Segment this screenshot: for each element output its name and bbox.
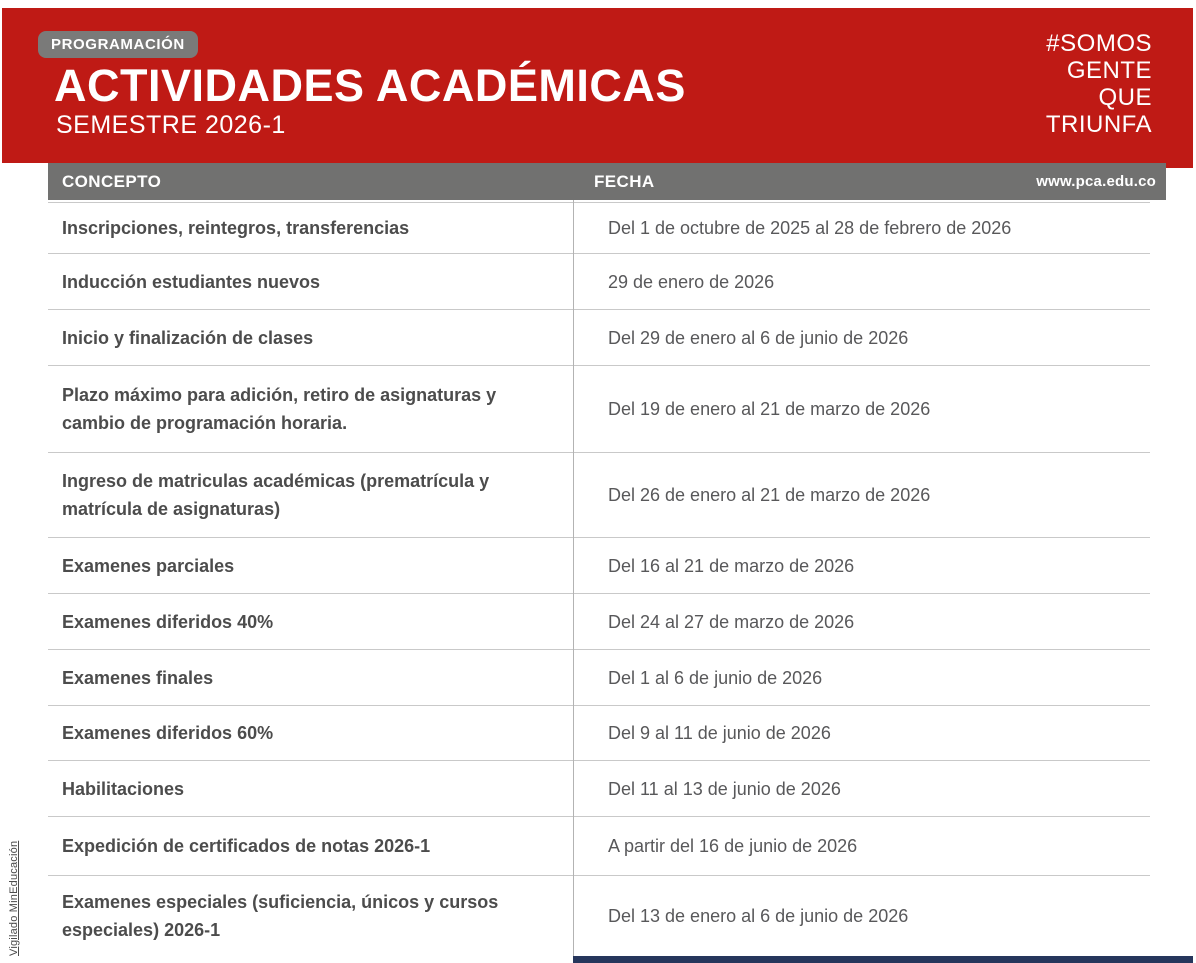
website-link: www.pca.edu.co xyxy=(1036,173,1156,190)
concept-cell: Examenes especiales (suficiencia, únicos y cursos especiales) 2026-1 xyxy=(62,892,499,940)
table-row xyxy=(48,876,1150,956)
concept-cell: Habilitaciones xyxy=(62,778,185,799)
fecha-cell: Del 24 al 27 de marzo de 2026 xyxy=(608,611,855,632)
table-row xyxy=(48,817,1150,876)
fecha-cell: Del 16 al 21 de marzo de 2026 xyxy=(608,555,855,576)
vigilado-watermark: Vigilado MinEducación xyxy=(8,840,20,956)
table-row xyxy=(48,650,1150,706)
page-title: ACTIVIDADES ACADÉMICAS xyxy=(54,60,686,111)
table-row xyxy=(48,538,1150,594)
concept-cell: Examenes parciales xyxy=(62,555,235,576)
semester-subtitle: SEMESTRE 2026-1 xyxy=(56,111,286,139)
concept-cell: Examenes diferidos 60% xyxy=(62,723,274,743)
fecha-cell: A partir del 16 de junio de 2026 xyxy=(608,836,858,856)
fecha-cell: Del 11 al 13 de junio de 2026 xyxy=(608,778,841,799)
table-row xyxy=(48,594,1150,650)
concept-cell: Examenes finales xyxy=(62,667,214,688)
table-header-band xyxy=(48,163,1166,200)
fecha-cell: Del 29 de enero al 6 de junio de 2026 xyxy=(608,327,909,348)
hashtag-line: GENTE xyxy=(1066,57,1152,84)
concept-cell: Plazo máximo para adición, retiro de asignaturas y cambio de programación horaria. xyxy=(62,385,497,433)
hashtag-line: QUE xyxy=(1098,84,1152,111)
concept-cell: Inicio y finalización de clases xyxy=(62,327,314,348)
red-header-step xyxy=(1166,163,1193,168)
fecha-cell: Del 1 al 6 de junio de 2026 xyxy=(608,667,823,688)
table-row xyxy=(48,254,1150,310)
table-row xyxy=(48,706,1150,761)
column-header-concepto: CONCEPTO xyxy=(62,171,162,191)
bottom-accent-bar xyxy=(573,956,1193,963)
concept-cell: Inscripciones, reintegros, transferencias xyxy=(62,218,410,238)
fecha-cell: Del 13 de enero al 6 de junio de 2026 xyxy=(608,906,909,926)
table-row xyxy=(48,761,1150,817)
concept-cell: Examenes diferidos 40% xyxy=(62,611,274,632)
concept-cell: Expedición de certificados de notas 2026-1 xyxy=(62,836,431,856)
concept-cell: Ingreso de matriculas académicas (prematrícula y matrícula de asignaturas) xyxy=(62,471,490,519)
fecha-cell: Del 9 al 11 de junio de 2026 xyxy=(608,723,831,743)
table-row xyxy=(48,203,1150,254)
table-row xyxy=(48,366,1150,453)
fecha-cell: 29 de enero de 2026 xyxy=(608,271,775,292)
fecha-cell: Del 19 de enero al 21 de marzo de 2026 xyxy=(608,399,931,419)
programacion-badge: PROGRAMACIÓN xyxy=(38,31,198,58)
column-divider-line xyxy=(573,200,574,958)
hashtag-line: #SOMOS xyxy=(1046,30,1152,57)
red-header xyxy=(2,8,1193,163)
hashtag-line: TRIUNFA xyxy=(1045,111,1152,138)
table-row xyxy=(48,453,1150,538)
concept-cell: Inducción estudiantes nuevos xyxy=(62,271,321,292)
column-header-fecha: FECHA xyxy=(594,171,655,191)
hashtag-slogan xyxy=(1046,30,1152,138)
fecha-cell: Del 1 de octubre de 2025 al 28 de febrero de 2026 xyxy=(608,218,1012,238)
table-row xyxy=(48,310,1150,366)
table-body xyxy=(48,202,1150,956)
fecha-cell: Del 26 de enero al 21 de marzo de 2026 xyxy=(608,485,931,505)
